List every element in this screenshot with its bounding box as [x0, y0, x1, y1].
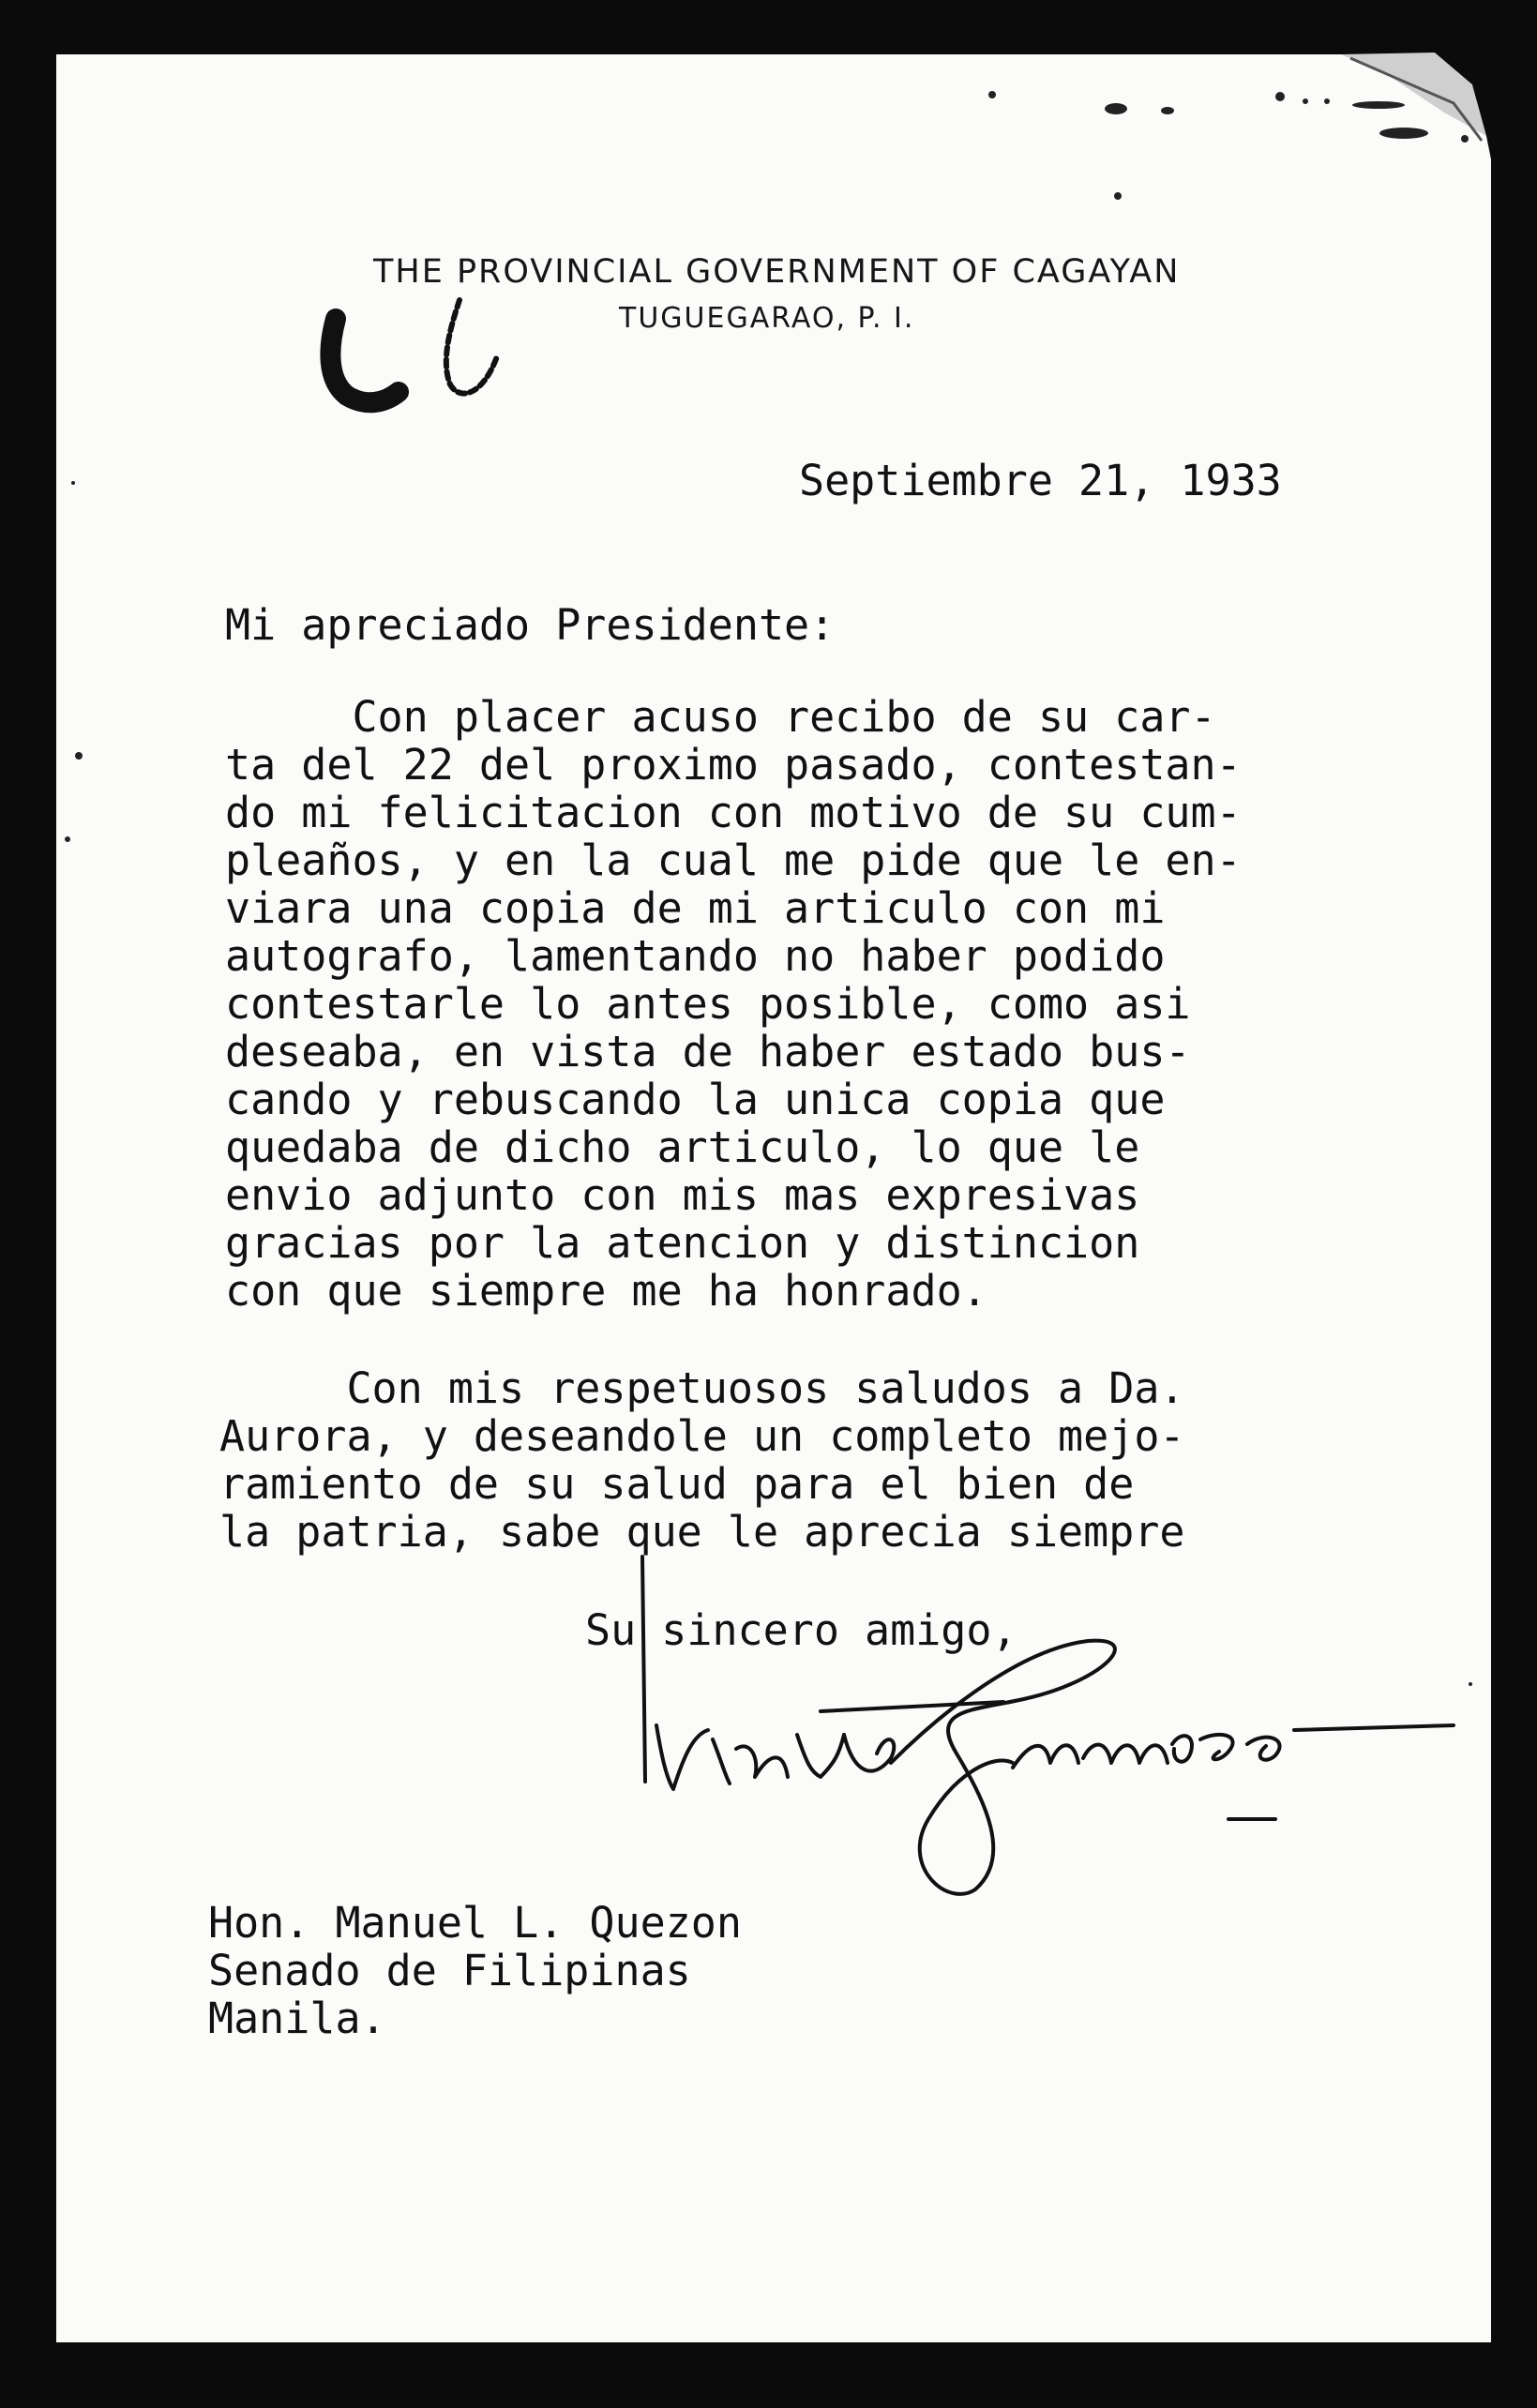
salutation: Mi apreciado Presidente: [225, 600, 836, 650]
addressee-city: Manila. [208, 1994, 386, 2043]
body-line: con que siempre me ha honrado. [225, 1266, 987, 1316]
body-line: do mi felicitacion con motivo de su cum- [225, 788, 1242, 837]
addressee-block [208, 1898, 742, 2146]
letterhead-organization: THE PROVINCIAL GOVERNMENT OF CAGAYAN [373, 253, 1181, 291]
letterhead-location: TUGUEGARAO, P. I. [619, 302, 915, 335]
body-line: cando y rebuscando la unica copia que [225, 1075, 1166, 1124]
closing: Su sincero amigo, [585, 1605, 1017, 1655]
letter-date: Septiembre 21, 1933 [799, 456, 1282, 505]
handwritten-mark [309, 291, 516, 422]
body-line: envio adjunto con mis mas expresivas [225, 1170, 1140, 1220]
addressee-office: Senado de Filipinas [208, 1946, 691, 1995]
signature [619, 1538, 1463, 1904]
body-line: ta del 22 del proximo pasado, contestan- [225, 740, 1242, 790]
body-line: quedaba de dicho articulo, lo que le [225, 1122, 1140, 1172]
body-line: viara una copia de mi articulo con mi [225, 883, 1166, 933]
addressee-name: Hon. Manuel L. Quezon [208, 1898, 742, 1948]
body-line: Aurora, y deseandole un completo mejo- [219, 1411, 1185, 1461]
body-line: Con placer acuso recibo de su car- [225, 692, 1216, 742]
body-line: Con mis respetuosos saludos a Da. [219, 1363, 1185, 1413]
body-line: gracias por la atencion y distincion [225, 1218, 1140, 1268]
body-line: deseaba, en vista de haber estado bus- [225, 1027, 1191, 1076]
body-line: contestarle lo antes posible, como asi [225, 979, 1191, 1029]
body-line: la patria, sabe que le aprecia siempre [219, 1507, 1185, 1557]
body-line: autografo, lamentando no haber podido [225, 931, 1166, 981]
body-line: pleaños, y en la cual me pide que le en- [225, 835, 1242, 885]
body-line: ramiento de su salud para el bien de [219, 1459, 1135, 1509]
